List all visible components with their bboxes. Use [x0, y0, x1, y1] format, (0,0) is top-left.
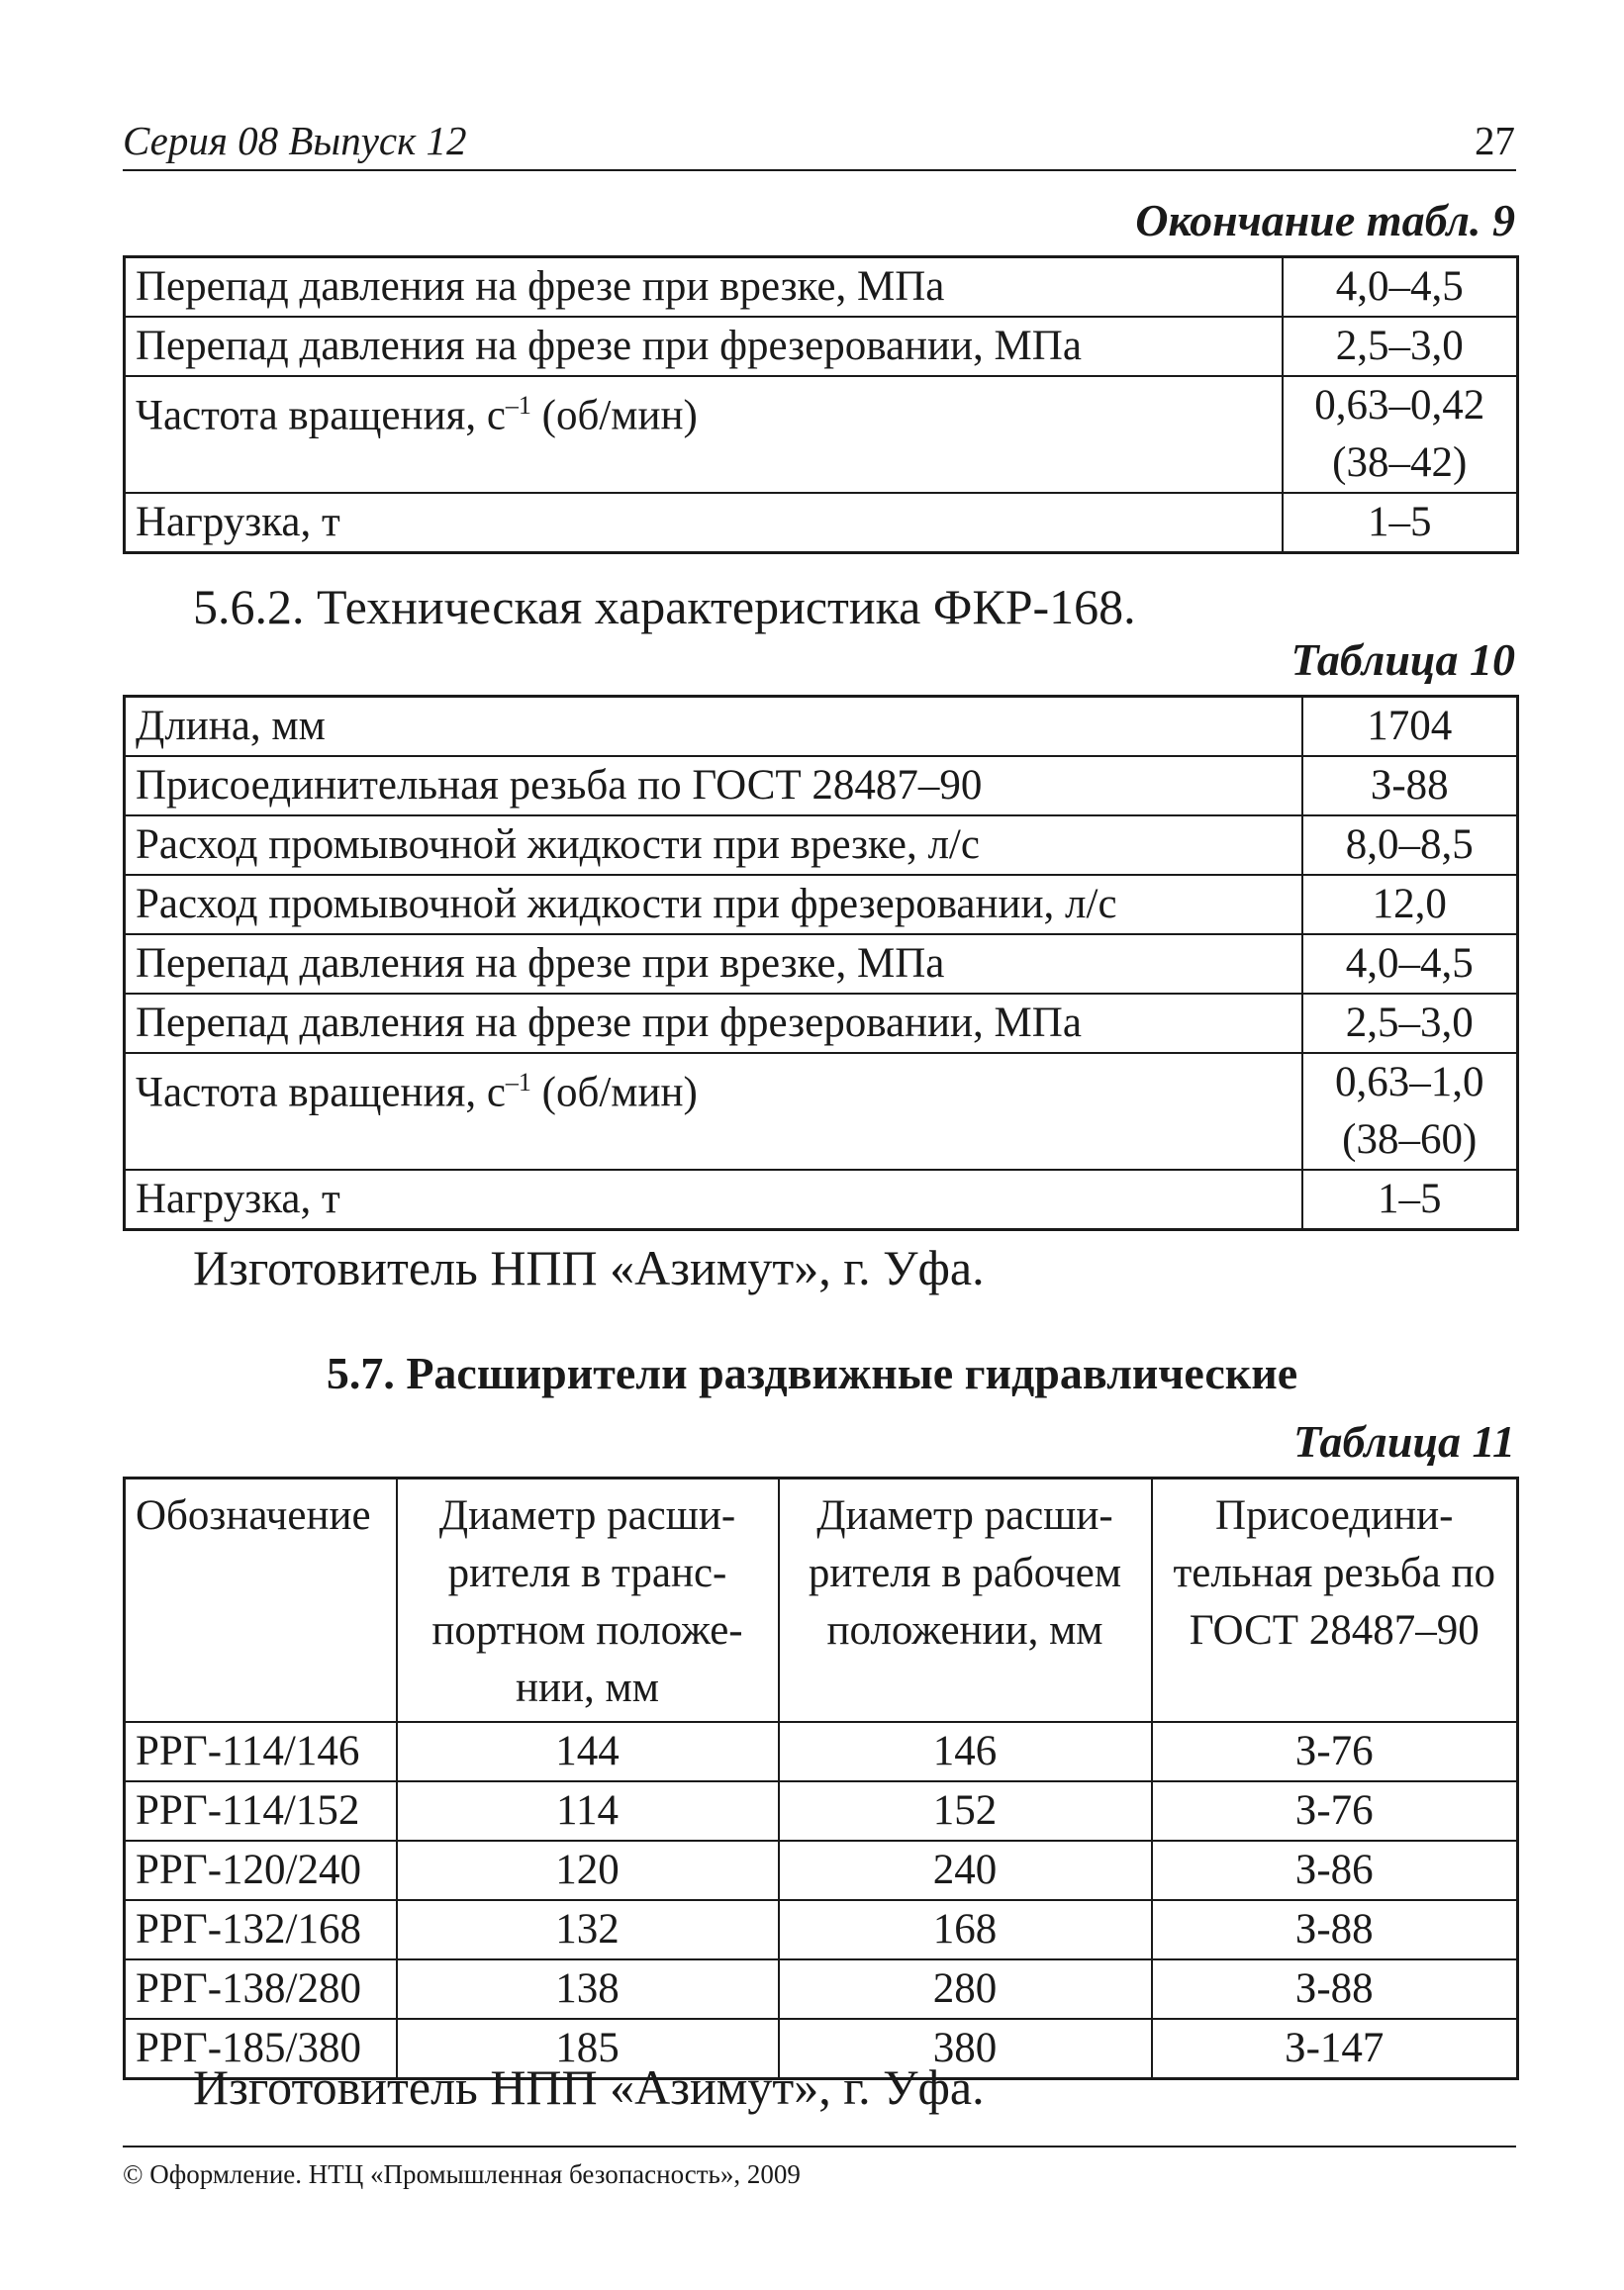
table-row: [125, 994, 1518, 1053]
table-row: [125, 1900, 1518, 1959]
table-cell: З-76: [1152, 1781, 1518, 1841]
table-cell: 146: [779, 1722, 1152, 1781]
table-row: [125, 1841, 1518, 1900]
table-cell: РРГ-114/152: [125, 1781, 397, 1841]
table-row: [125, 1053, 1518, 1170]
table-cell: 4,0–4,5: [1302, 934, 1518, 994]
table-cell: З-88: [1152, 1959, 1518, 2019]
table11-caption: Таблица 11: [1293, 1416, 1515, 1467]
running-header: Серия 08 Выпуск 12: [123, 118, 467, 163]
table-cell: 8,0–8,5: [1302, 815, 1518, 875]
table-cell: 1704: [1302, 697, 1518, 757]
header-divider: [123, 169, 1516, 171]
table-row: [125, 257, 1518, 318]
table-cell: 380: [779, 2019, 1152, 2079]
table-row: [125, 875, 1518, 934]
table-row: [125, 1959, 1518, 2019]
table-row: [125, 756, 1518, 815]
table-cell: 2,5–3,0: [1302, 994, 1518, 1053]
table-cell: Нагрузка, т: [125, 1170, 1302, 1230]
table9: [123, 255, 1519, 554]
table-cell: Расход промывочной жидкости при врезке, л/с: [125, 815, 1302, 875]
table-row: [125, 1722, 1518, 1781]
table-cell: 2,5–3,0: [1283, 317, 1518, 376]
table10: [123, 695, 1519, 1231]
copyright-footer: © Оформление. НТЦ «Промышленная безопасность», 2009: [123, 2159, 801, 2189]
page-number: 27: [1475, 118, 1515, 163]
table-cell: 0,63–0,42 (38–42): [1283, 376, 1518, 493]
table-cell: 114: [397, 1781, 779, 1841]
table-cell: 185: [397, 2019, 779, 2079]
table-cell: Присоединительная резьба по ГОСТ 28487–90: [125, 756, 1302, 815]
table-row: [125, 1170, 1518, 1230]
table-cell: РРГ-114/146: [125, 1722, 397, 1781]
table-cell: 144: [397, 1722, 779, 1781]
table-cell: З-88: [1152, 1900, 1518, 1959]
footer-divider: [123, 2146, 1516, 2147]
table-cell: З-88: [1302, 756, 1518, 815]
column-header: Диаметр расши- рителя в рабочем положении, мм: [779, 1479, 1152, 1723]
table-cell: РРГ-120/240: [125, 1841, 397, 1900]
table-cell: 0,63–1,0 (38–60): [1302, 1053, 1518, 1170]
table-cell: З-147: [1152, 2019, 1518, 2079]
table-cell: Длина, мм: [125, 697, 1302, 757]
table-cell: 132: [397, 1900, 779, 1959]
table-cell: РРГ-138/280: [125, 1959, 397, 2019]
section-heading: 5.6.2. Техническая характеристика ФКР-168.: [193, 579, 1136, 634]
table-cell: 120: [397, 1841, 779, 1900]
manufacturer-note: Изготовитель НПП «Азимут», г. Уфа.: [193, 1240, 985, 1295]
table-cell: 152: [779, 1781, 1152, 1841]
table-cell: Частота вращения, $с^{-1}$ (об/мин): [125, 376, 1283, 493]
table-cell: РРГ-185/380: [125, 2019, 397, 2079]
section-title: 5.7. Расширители раздвижные гидравлические: [326, 1348, 1298, 1398]
table-cell: Частота вращения, $с^{-1}$ (об/мин): [125, 1053, 1302, 1170]
table-cell: 168: [779, 1900, 1152, 1959]
table-cell: РРГ-132/168: [125, 1900, 397, 1959]
table-cell: 1–5: [1302, 1170, 1518, 1230]
table-cell: Перепад давления на фрезе при врезке, МПа: [125, 934, 1302, 994]
table-row: [125, 1781, 1518, 1841]
table-cell: 1–5: [1283, 493, 1518, 553]
table-cell: 4,0–4,5: [1283, 257, 1518, 318]
column-header: Диаметр расши- рителя в транс- портном положе- нии, мм: [397, 1479, 779, 1723]
table-cell: Перепад давления на фрезе при фрезеровании, МПа: [125, 994, 1302, 1053]
table10-caption: Таблица 10: [1290, 634, 1515, 685]
manufacturer-note: Изготовитель НПП «Азимут», г. Уфа.: [193, 2059, 985, 2115]
table-cell: З-76: [1152, 1722, 1518, 1781]
table-cell: Нагрузка, т: [125, 493, 1283, 553]
table-cell: Перепад давления на фрезе при врезке, МПа: [125, 257, 1283, 318]
table-cell: 12,0: [1302, 875, 1518, 934]
table-row: [125, 697, 1518, 757]
table-cell: Перепад давления на фрезе при фрезеровании, МПа: [125, 317, 1283, 376]
table-row: [125, 815, 1518, 875]
table-cell: 240: [779, 1841, 1152, 1900]
table11: [123, 1477, 1519, 2080]
table-cell: 138: [397, 1959, 779, 2019]
table-row: [125, 317, 1518, 376]
table-cell: З-86: [1152, 1841, 1518, 1900]
table-row: [125, 376, 1518, 493]
column-header: Обозначение: [125, 1479, 397, 1723]
table-row: [125, 493, 1518, 553]
table-cell: Расход промывочной жидкости при фрезеровании, л/с: [125, 875, 1302, 934]
table-header-row: [125, 1479, 1518, 1723]
column-header: Присоедини- тельная резьба по ГОСТ 28487–90: [1152, 1479, 1518, 1723]
table9-caption: Окончание табл. 9: [1135, 195, 1515, 245]
table-row: [125, 934, 1518, 994]
table-cell: 280: [779, 1959, 1152, 2019]
